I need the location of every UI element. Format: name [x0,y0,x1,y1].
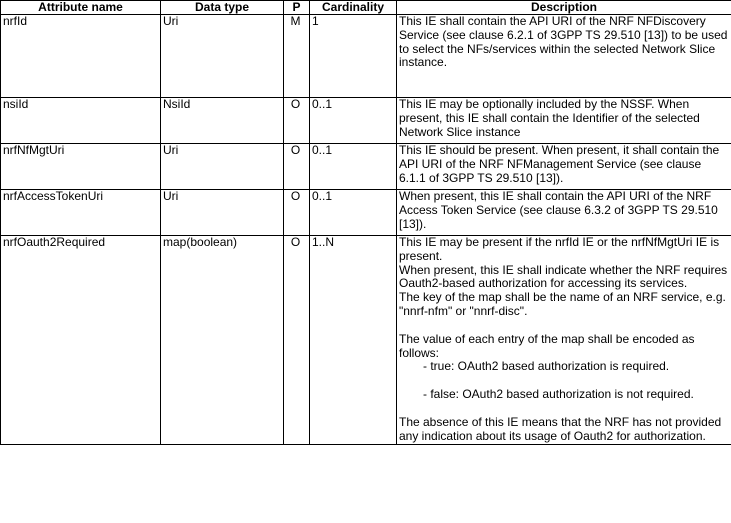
blank-line [399,374,729,388]
table-row [1,144,731,190]
attribute-cell: nrfNfMgtUri [1,144,161,190]
header-presence: P [284,1,310,15]
cardinality-cell: 0..1 [310,98,397,144]
header-attribute-name: Attribute name [1,1,161,15]
cardinality-cell: 0..1 [310,190,397,236]
cardinality-cell: 1 [310,15,397,98]
description-text: The value of each entry of the map shall be encoded as follows: [399,331,695,360]
table-row [1,15,731,98]
attribute-cell: nrfId [1,15,161,98]
presence-cell: O [284,236,310,445]
blank-line [399,319,729,333]
presence-cell: O [284,144,310,190]
description-text: This IE may be optionally included by the NSSF. When present, this IE shall contain the Identifier of the selected Network Slice instance [399,97,700,139]
attribute-cell: nsiId [1,98,161,144]
list-item: - true: OAuth2 based authorization is required. [423,359,670,374]
description-cell [397,236,731,445]
description-text: The key of the map shall be the name of an NRF service, e.g. "nnrf-nfm" or "nnrf-disc". [399,290,726,318]
list-item-text: - false: OAuth2 based authorization is not required. [423,387,694,402]
type-cell: map(boolean) [161,236,284,445]
blank-line [399,402,729,416]
list-item [399,388,729,402]
attribute-cell: nrfAccessTokenUri [1,190,161,236]
cardinality-cell: 1..N [310,236,397,445]
description-text: When present, this IE shall indicate whether the NRF requires Oauth2-based authorization for accessing its services. [399,262,728,291]
description-cell [397,98,731,144]
table-row [1,98,731,144]
description-text: This IE shall contain the API URI of the NRF NFDiscovery Service (see clause 6.2.1 of 3GPP TS 29.510 [13]) to be used to select the NFs/services within the selected Network Slice instance. [399,14,728,70]
description-text: When present, this IE shall contain the API URI of the NRF Access Token Service (see clause 6.3.2 of 3GPP TS 29.510 [13]). [399,189,718,231]
table-row [1,236,731,445]
presence-cell: M [284,15,310,98]
cardinality-cell: 0..1 [310,144,397,190]
description-cell [397,15,731,98]
description-text: This IE should be present. When present, it shall contain the API URI of the NRF NFManagement Service (see clause 6.1.1 of 3GPP TS 29.510 [13]). [399,143,720,185]
header-description: Description [397,1,731,15]
presence-cell: O [284,190,310,236]
description-text: This IE may be present if the nrfId IE or the nrfNfMgtUri IE is present. [399,235,720,263]
description-text: The absence of this IE means that the NRF has not provided any indication about its usage of Oauth2 for authorization. [399,414,722,443]
type-cell: Uri [161,144,284,190]
description-cell [397,190,731,236]
type-cell: Uri [161,190,284,236]
attribute-cell: nrfOauth2Required [1,236,161,445]
table-row [1,190,731,236]
description-cell [397,144,731,190]
header-cardinality: Cardinality [310,1,397,15]
header-data-type: Data type [161,1,284,15]
type-cell: Uri [161,15,284,98]
table-header-row [1,1,731,15]
type-cell: NsiId [161,98,284,144]
presence-cell: O [284,98,310,144]
